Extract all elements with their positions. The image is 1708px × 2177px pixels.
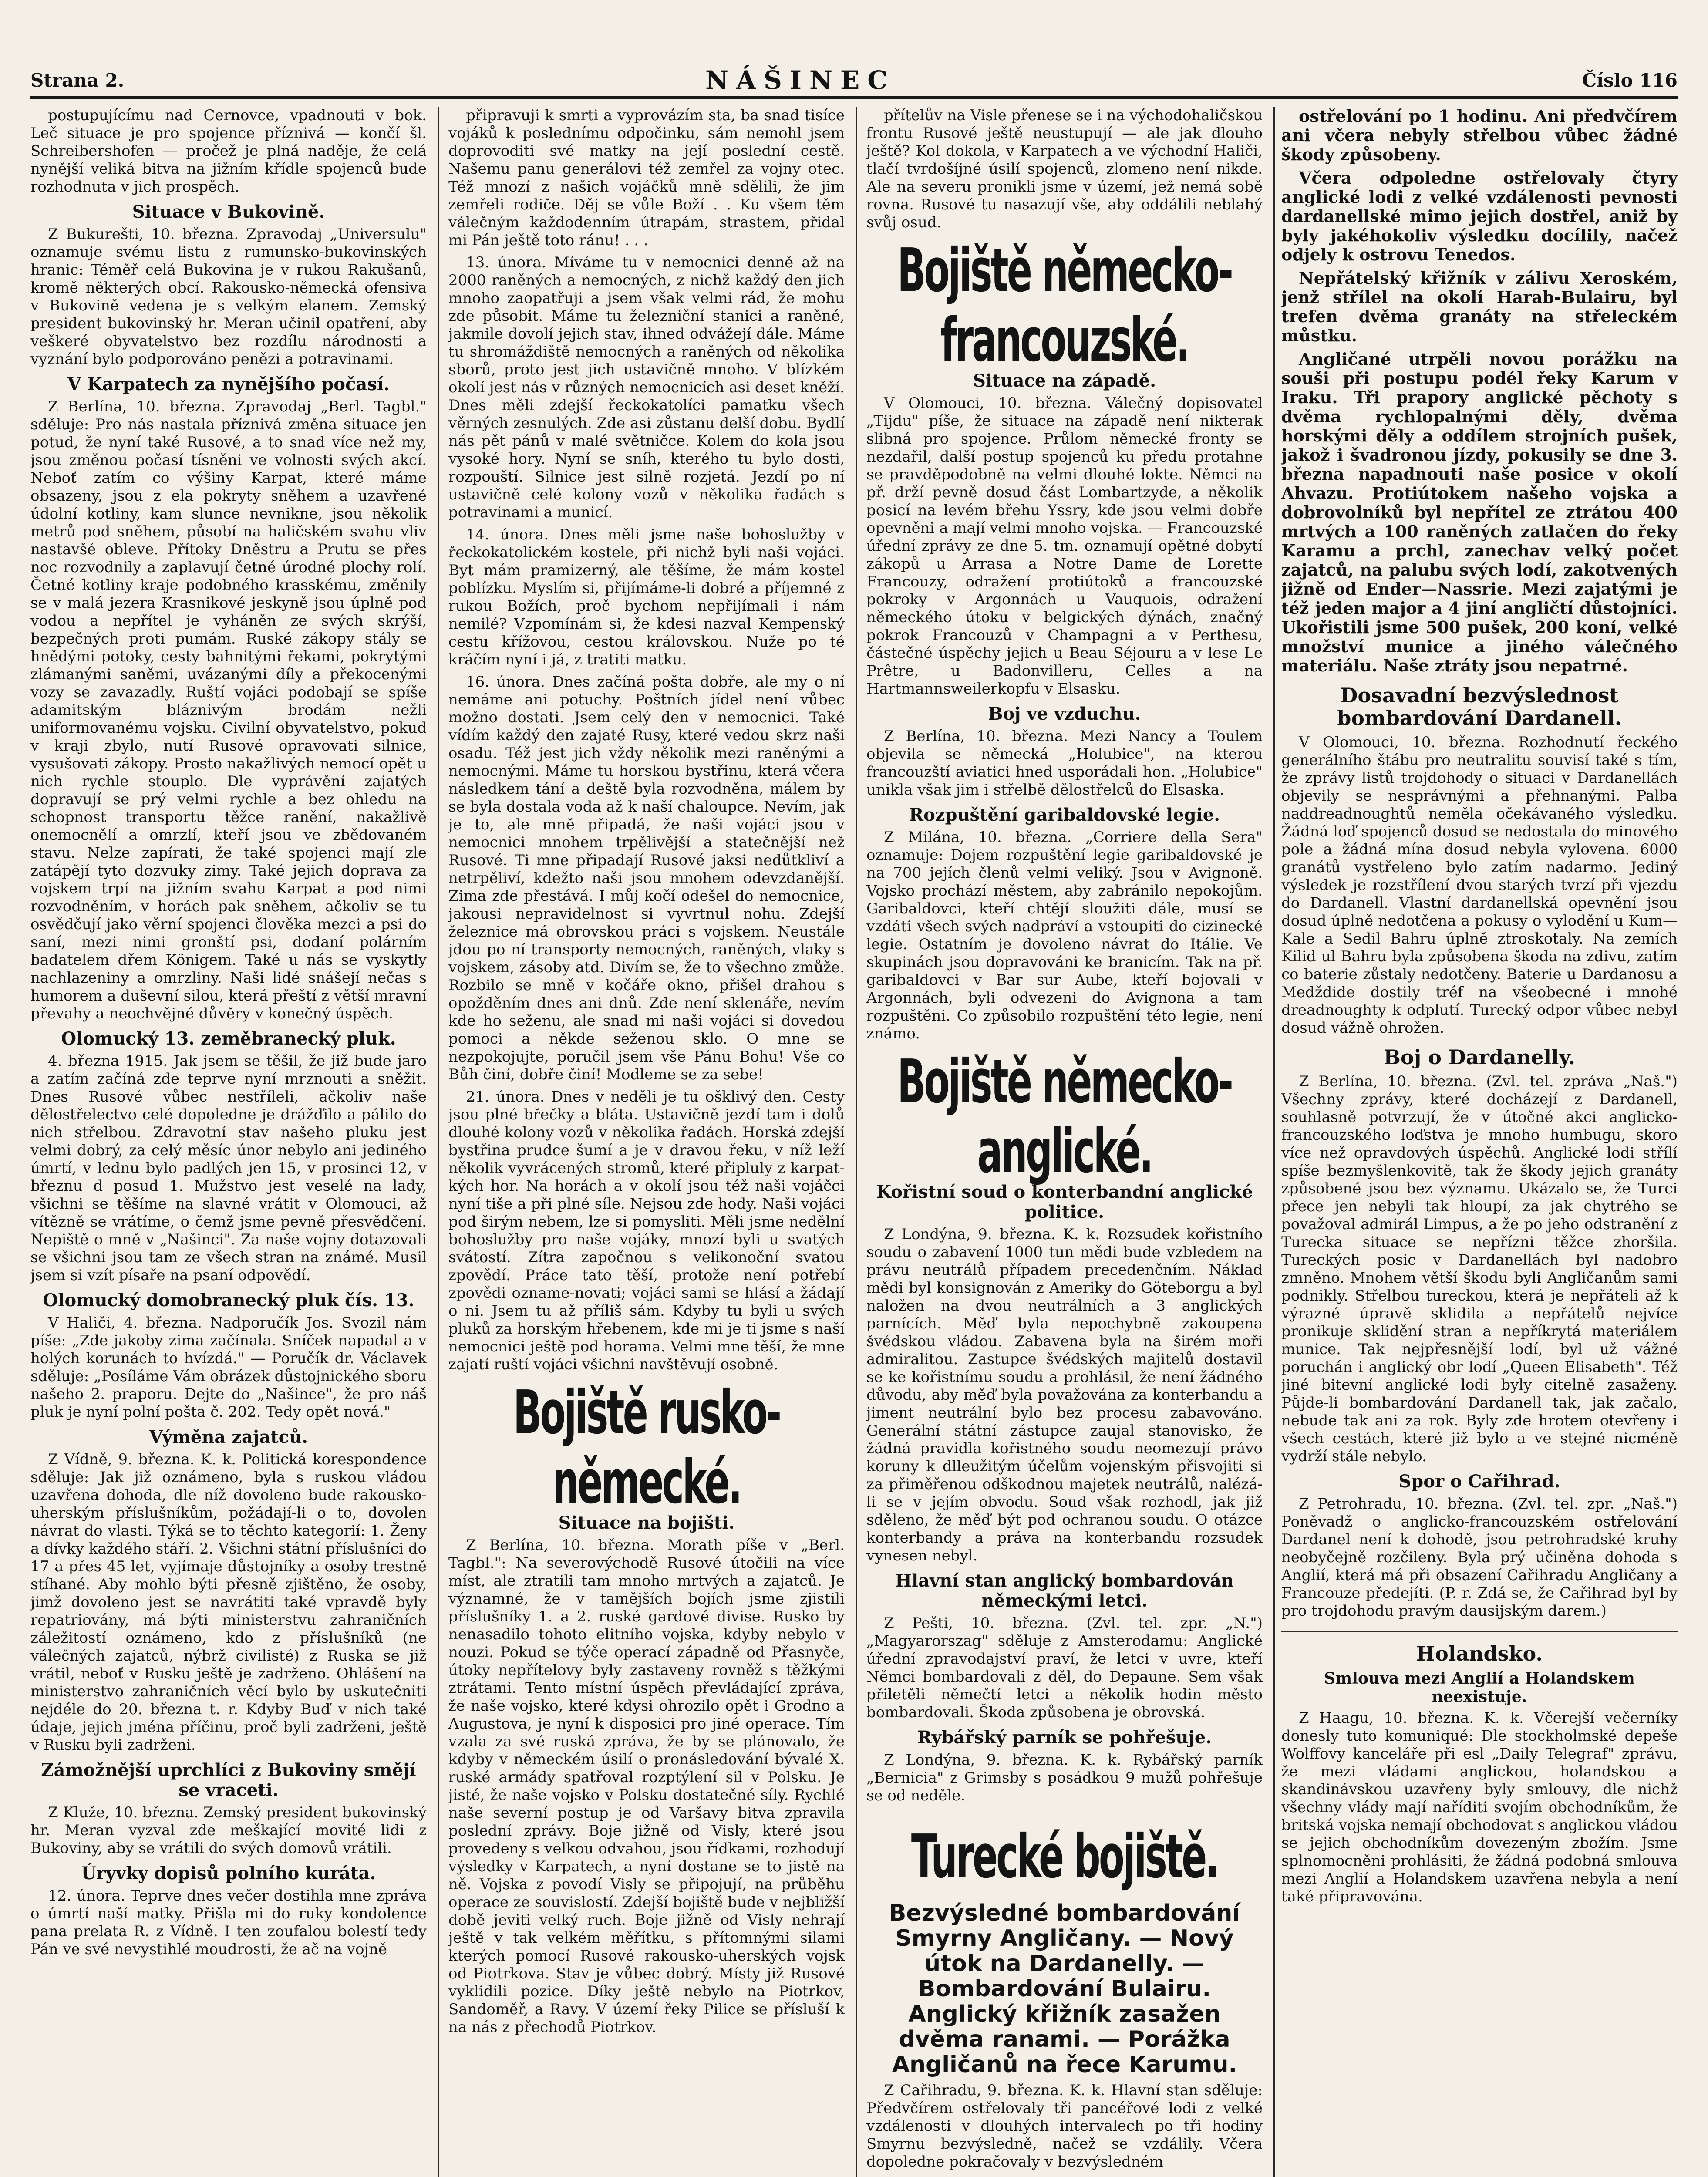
article-paragraph: Z Haagu, 10. března. K. k. Včerejší večerníky donesly tuto komuniqué: Dle stockholmské depeše Wolffovy kanceláře při esl „Daily Telegraf" zprávu, že mezi vládami anglickou, holandskou a skandinávskou uzavřeny byly smlouvy, dle nichž všechny vlády mají naříditi svojím obchodníkům, že britská vojska nemají obchodovat s anglickou vládou se jejich obchodníkům dovezeným zbožím. Jsme splnomocněni prohlásiti, že žádná podobná smlouva mezi Anglií a Holandskem uzavřena nebyla a není také připravována.	[1281, 1709, 1678, 1905]
article-heading: Olomucký 13. zeměbranecký pluk.	[61, 1028, 396, 1049]
article-paragraph: připravuji k smrti a vyprovázím sta, ba snad tisíce vojáků k poslednímu odpočinku, sám nemohl jsem doprovoditi své matky na její poslední cestě. Našemu panu generálovi též zemřel za vojny otec. Též mnozí z našich vojáčků mně sdělili, že jim zemřeli rodiče. Děj se vůle Boží . . Ku všem těm válečným každodenním útrapám, strastem, přidal mi Pán ještě toto ránu! . . .	[448, 107, 845, 249]
article-heading: Rybářský parník se pohřešuje.	[917, 1727, 1212, 1748]
article-heading: Situace na západě.	[973, 371, 1156, 391]
column-3	[866, 107, 1263, 2177]
article-paragraph: Z Berlína, 10. března. Morath píše v „Berl. Tagbl.": Na severovýchodě Rusové útočili na více míst, ale ztratili tam mnoho mrtvých a zajatců. Je významné, že v tamějších bojích jsme zjistili příslušníky 1. a 2. ruské gardové divise. Rusko by nenasadilo tohoto elitního vojska, kdyby nebylo v nouzi. Pokud se týče operací západně od Přasnyče, útoky nepřítelovy byly zastaveny rovněž s těžkými ztrátami. Tento místní úspěch převládající zpráva, že naše vojsko, které kdysi ohrozilo opět i Grodno a Augustova, je nyní k disposici pro jiné operace. Tím vzala za své ruská zpráva, že by se plánovalo, že kdyby v německém úsilí o pronásledování bývalé X. ruské armády spatřoval rozptýlení sil v Polsku. Je jisté, že naše vojsko v Polsku dostatečné síly. Rychlé naše severní postup je od Varšavy bitva zpravila poslední zprávy. Boje jižně od Visly, které jsou provedeny s velkou odvahou, jsou řídkami, rozhodují výsledky v Karpatech, a nyní dostane se to jistě na ně. Vojska z povodí Visly se připojují, na průběhu operace ze souvislostí. Zdejší bojiště bude v nejbližší době jeviti velký ruch. Boje jižně od Visly nehrají ještě v tak velkém měřítku, s přítomnými silami kterých pomocí Rusové rakousko-uherských vojsk od Piotrkova. Stav je vůbec dobrý. Místy již Rusové vyklidili pozice. Díky ještě nebylo na Piotrkov, Sandoměř, a Ravy. V území řeky Pilice se přísluší k na nás z přechodů Piotrkov.	[448, 1537, 845, 2036]
section-divider	[1281, 1631, 1678, 1632]
article-paragraph: V Haliči, 4. března. Nadporučík Jos. Svozil nám píše: „Zde jakoby zima začínala. Sníček napadal a v holých korunách to hvízdá." — Poručík dr. Václavek sděluje: „Posíláme Vám obrázek důstojnického sboru našeho 2. praporu. Dejte do „Našince", že pro náš pluk je nyní polní pošta č. 202. Tedy opět nová."	[30, 1314, 427, 1421]
article-paragraph: Z Petrohradu, 10. března. (Zvl. tel. zpr. „Naš.") Poněvadž o anglicko-francouzském ostřelování Dardanel není k dohodě, jsou petrohradské kruhy neobyčejně rozčileny. Byla prý učiněna dohoda s Anglií, která má při obsazení Cařihradu Angličany a Francouze předejíti. (P. r. Zdá se, že Cařihrad byl by pro trojdohodu pravým dausijským darem.)	[1281, 1495, 1678, 1620]
bold-paragraph: Nepřátelský křižník v zálivu Xeroském, jenž střílel na okolí Harab-Bulairu, byl trefen dvěma granáty na střeleckém můstku.	[1281, 268, 1678, 345]
column-divider	[1273, 107, 1275, 2177]
bold-paragraph: ostřelování po 1 hodinu. Ani předvčírem ani včera nebyly střelbou vůbec žádné škody způsobeny.	[1281, 107, 1678, 164]
article-paragraph: přítelův na Visle přenese se i na východohaličskou frontu Rusové ještě neustupují — ale jak dlouho ještě? Kol dokola, v Karpatech a ve východní Haliči, tlačí tvrdošíjné úsilí spojenců, zlomeno není nikde. Ale na severu pronikli jsme v území, jež nemá sobě rovna. Rusové tu nasazují vše, aby oddálili neblahý svůj osud.	[866, 107, 1263, 231]
article-subheading: Smlouva mezi Anglií a Holandskem neexistuje.	[1324, 1669, 1635, 1706]
bold-paragraph: Včera odpoledne ostřelovaly čtyry anglické lodi z velké vzdálenosti pevnosti dardanellské mimo jejich dostřel, aniž by byly jakéhokoliv výsledku docílily, načež odjely k ostrovu Tenedos.	[1281, 168, 1678, 264]
column-1	[30, 107, 427, 2177]
article-heading: Boj ve vzduchu.	[988, 704, 1141, 724]
article-heading: Úryvky dopisů polního kuráta.	[81, 1863, 376, 1884]
header-rule	[30, 96, 1678, 99]
article-paragraph: 4. března 1915. Jak jsem se těšil, že již bude jaro a zatím začíná zde teprve nyní mrznouti a sněžit. Dnes Rusové vůbec nestříleli, ačkoliv naše dělostřelectvo celé dopoledne je drážďilo a pálilo do nich střelbou. Zdravotní stav našeho pluku jest velmi dobrý, za celý měsíc únor nebylo ani jediného úmrtí, v lednu bylo padlých jen 15, v prosinci 12, v březnu d posud 1. Mužstvo jest veselé na lady, všichni se těšíme na slavné vrátit v Olomouci, až vítězně se vrátíme, o čemž jsme pevně přesvědčení. Nepiště o mně v „Našinci". Za naše vojny dotazovali se všichni jsou tam ze všech stran na známé. Musil jsem si vzít písaře na psaní odpovědí.	[30, 1052, 427, 1284]
article-paragraph: Z Berlína, 10. března. Mezi Nancy a Toulem objevila se německá „Holubice", na kterou francouzští aviatici hned usporádali hon. „Holubice" unikla však jim i střelbě dělostřelců do Elsaska.	[866, 728, 1263, 799]
headline-summary: Bezvýsledné bombardování Smyrny Angličany. — Nový útok na Dardanelly. — Bombardování Bulairu. Anglický křižník zasažen dvěma ranami. — Porážka Angličanů na řece Karumu.	[889, 1900, 1240, 2078]
section-heading: Dosavadní bezvýslednost bombardování Dardanell.	[1337, 684, 1622, 730]
article-paragraph: V Olomouci, 10. března. Rozhodnutí řeckého generálního štábu pro neutralitu souvisí také s tím, že zprávy listů trojdohody o situaci v Dardanellách objevily se nesprávnými a přehnanými. Palba naddreadnoughtů neměla očekávaného výsledku. Žádná loď spojenců dosud se nedostala do minového pole a žádná mína dosud nebyla vylovena. 6000 granátů vystřeleno bylo zatím nadarmo. Jediný výsledek je rozstřílení dvou starých tvrzí při vjezdu do Dardanell. Vlastní dardanellská opevnění jsou dosud úplně nedotčena a pokusy o vylodění u Kum—Kale a Sedil Bahru úplně ztroskotaly. Na zemích Kilid ul Bahru byla způsobena škoda na zdivu, zatím co baterie zůstaly nedotčeny. Baterie u Dardanosu a Medždide dostily tréf na všeobecné i mnohé dreadnoughty k odplutí. Turecký odpor vůbec nebyl dosud vážně ohrožen.	[1281, 734, 1678, 1037]
page-number: Strana 2.	[30, 70, 125, 91]
article-paragraph: V Olomouci, 10. března. Válečný dopisovatel „Tijdu" píše, že situace na západě není nikterak slibná pro spojence. Průlom německé fronty se nezdařil, další postup spojenců ku předu protahne se pravděpodobně na velmi dlouhé lokte. Němci na př. drží pevně dosud část Lombartzyde, a několik posicí na levém břehu Yssry, kde jsou velmi dobře opevněni a mají velmi mnoho vojska. — Francouzské úřední zprávy ze dne 5. tm. oznamují opětné dobytí zákopů u Arrasa a Notre Dame de Lorette Francouzy, odražení protiútoků a francouzské pokroky v Argonnách u Vauquois, odražení německého útoku v belgických dýnách, značný pokrok Francouzů v Champagni a v Perthesu, částečné úspěchy jejich u Beau Séjouru a v lese Le Prêtre, u Badonvilleru, Celles a na Hartmannsweilerkopfu v Elsasku.	[866, 394, 1263, 698]
page-header	[30, 65, 1678, 100]
article-heading: Rozpuštění garibaldovské legie.	[909, 805, 1220, 825]
section-banner-heading: Bojiště německo-francouzské.	[897, 236, 1232, 375]
article-heading: Situace na bojišti.	[558, 1513, 735, 1533]
column-2	[448, 107, 845, 2177]
article-paragraph: Z Pešti, 10. března. (Zvl. tel. zpr. „N.") „Magyarorszag" sděluje z Amsterodamu: Anglické úřední zpravodajství praví, že letci v uvre, kteří Němci bombardovali z děl, do Depaune. Sem však přiletěli němečtí letci a několik hodin město bombardovali. Škoda způsobena je obrovská.	[866, 1614, 1263, 1721]
article-paragraph: Z Londýna, 9. března. K. k. Rybářský parník „Bernicia" z Grimsby s posádkou 9 mužů pohřešuje se od neděle.	[866, 1751, 1263, 1804]
section-banner-heading: Bojiště rusko-německé.	[513, 1378, 780, 1517]
article-paragraph: 12. února. Teprve dnes večer dostihla mne zpráva o úmrtí naší matky. Přišla mi do ruky kondolence pana prelata R. z Vídně. I ten zoufalou bolestí tedy Pán ve své nevystihlé moudrosti, že ač na vojně	[30, 1887, 427, 1958]
section-banner-heading: Turecké bojiště.	[911, 1822, 1218, 1892]
masthead-title: NÁŠINEC	[705, 65, 896, 95]
article-heading: Hlavní stan anglický bombardován německými letci.	[895, 1570, 1234, 1611]
section-heading: Boj o Dardanelly.	[1384, 1045, 1575, 1069]
article-paragraph: Z Cařihradu, 9. března. K. k. Hlavní stan sděluje: Předvčírem ostřelovaly tři pancéřové lodi z velké vzdálenosti v dlouhých intervalech po tři hodiny Smyrnu bezvýsledně, načež se vzdálily. Včera dopoledne pokračovaly v bezvýsledném	[866, 2082, 1263, 2170]
section-banner-heading: Bojiště německo-anglické.	[897, 1047, 1232, 1186]
article-heading: Kořistní soud o konterbandní anglické politice.	[876, 1182, 1253, 1222]
article-paragraph: Z Berlína, 10. března. Zpravodaj „Berl. Tagbl." sděluje: Pro nás nastala příznivá změna situace jen potud, že nyní také Rusové, a to snad více než my, jsou změnou počasí tísněni ve volnosti svých akcí. Neboť zatím co výšiny Karpat, které máme obsazeny, jsou z ela pokryty sněhem a uzavřené údolní kotliny, kam slunce nevnikne, jsou několik metrů pod sněhem, působí na haličském svahu vliv nastavšé obleve. Přítoky Dněstru a Prutu se přes noc rozvodnily a zaplavují četné úrodné plochy rolí. Četné kotliny kraje podobného krasskému, změnily se v malá jezera Krasnikové jeskyně jsou úplně pod vodou a nepřítel je vyháněn ze svých skrýší, bezpečných proti pumám. Ruské zákopy stály se hnědými potoky, cesty bahnitými řekami, pokrytými zlámanými saněmi, uvázanými díly a překocenými vozy se zavazadly. Ruští vojáci podobají se spíše adamitským bláznivým brodám nežli uniformovanému vojsku. Civilní obyvatelstvo, pokud v kraji zbylo, nutí Rusové opravovati silnice, vysušovati zákopy. Prosto nakažlivých nemocí opět u nich rychle stouplo. Dle vyprávění zajatých dopravují se prý velmi rychle a bez ohledu na schopnost transportu těžce ranění, nakažlivě onemocnělí a omrzlí, kteří jsou ve zbědovaném stavu. Nelze zapírati, že také spojenci mají zle zatápějí tyto dozvuky zimy. Také jejich doprava za vojskem trpí na jižním svahu Karpat a pod nimi rozvodněním, v horách pak sněhem, ačkoliv se tu osvědčují jako věrní spojenci člověka mezci a psi do saní, mezi nimi gronští psi, dodaní polárním badatelem dřem Königem. Také u nás se vyskytly nachlazeniny a omrzliny. Naši lidé snášejí nečas s humorem a duševní silou, která přeští z větší mravní převahy a neochvějné důvěry v konečný úspěch.	[30, 398, 427, 1022]
section-heading: Holandsko.	[1416, 1642, 1543, 1665]
article-paragraph: Z Vídně, 9. března. K. k. Politická korespondence sděluje: Jak již oznámeno, byla s ruskou vládou uzavřena dohoda, dle níž dovoleno bude rakousko-uherským příslušníkům, požádají-li o to, dovolen návrat do vlasti. Týká se to těchto kategorií: 1. Ženy a dívky každého stáří. 2. Všichni státní příslušníci do 17 a přes 45 let, vyjímaje důstojníky a osoby trestně stíhané. Aby mohlo býti přesně zjištěno, že osoby, jimž dovoleno jest se navrátiti také vpravdě byly repatriovány, má býti ministerstvu zahraničních záležitostí oznámeno, kdo z příslušníků (ne válečných zajatců, nýbrž civilisté) z Ruska se již vrátil, neboť v Rusku ještě je zadrženo. Ohlášení na ministerstvo zahraničních věcí bylo by uskutečniti nejdéle do 20. března t. r. Kdyby Buď v nich také údaje, jejich jména příčinu, proč byli zadrženi, ještě v Rusku byli zadrženi.	[30, 1451, 427, 1754]
issue-number: Číslo 116	[1582, 70, 1678, 91]
column-divider	[438, 107, 439, 2177]
column-4	[1281, 107, 1678, 2177]
article-paragraph: Z Berlína, 10. března. (Zvl. tel. zpráva „Naš.") Všechny zprávy, které docházejí z Dardanell, souhlasně potvrzují, že v útočné akci anglicko-francouzského loďstva je mnoho humbugu, skoro více než opravdových úspěchů. Anglické lodi střílí spíše bezmyšlenkovitě, tak že škody jejich granáty způsobené jsou bez významu. Ukázalo se, že Turci přece jen nebyli tak hloupí, za jak chytrého se považoval admirál Limpus, a že po jeho odstranění z Turecka situace se nepřízni těžce zhoršila. Tureckých posic v Dardanellách byl nadobro zmněno. Mnohem větší škodu byli Angličanům sami podnikly. Střelbou tureckou, která je nepřáteli až k výrazné úpravě sklidila a nepřátelů nejvíce pronikuje sklidění stran a nepříkrytá materiálem munice. Tak nejpřesnější lodí, byl už vážné poruchán i anglický obr lodí „Queen Elisabeth". Též jiné bitevní anglické lodi byly citelně zasaženy. Půjde-li bombardování Dardanell tak, jak začalo, nebude tak ani za rok. Byly zde hrotem otevřeny i všech cestách, které již bylo a ve stejné nicméně vydrží stále nebylo.	[1281, 1073, 1678, 1465]
newspaper-page	[30, 65, 1678, 2177]
article-paragraph: Z Londýna, 9. března. K. k. Rozsudek kořistního soudu o zabavení 1000 tun mědi bude vzbledem na právu neutrálů případem precedenčním. Náklad mědi byl konsignován z Ameriky do Göteborgu a byl naložen na dvou neutrálních a 3 anglických parnících. Měď byla nepochybně zakoupena švédskou vládou. Zabavena byla na širém moři admiralitou. Zastupce švédských majitelů dostavil se ke kořistnímu soudu a prohlásil, že není žádného důvodu, aby měď byla považována za konterbandu a jiment neutrální bylo bez procesu zabavováno. Generální státní zástupce zaujal stanovisko, že žádná pravidla kořistného soudu neomezují právo koruny k dlleužitým účelům vojenským přisvojiti si za přiměřenou odškodnou majetek neutrálů, nalézá-li se v jejím obvodu. Soud však rozhodl, jak již sděleno, že měď být pod ochranou soudu. O otázce konterbandy a práva na konterbandu rozsudek vynesen nebyl.	[866, 1226, 1263, 1564]
article-paragraph: Z Milána, 10. března. „Corriere della Sera" oznamuje: Dojem rozpuštění legie garibaldovské je na 700 jejích členů velmi veliký. Jsou v Avignoně. Vojsko prochází městem, aby zabránilo nepokojům. Garibaldovci, kteří chtějí sloužiti dále, musí se vzdáti všech svých nadpráví a vstoupiti do cizinecké legie. Ostatním je dovoleno návrat do Itálie. Ve skupinách jsou dopravováni ke branicím. Tak na př. garibaldovci v Bar sur Aube, kteří bojovali v Argonnách, byli odvezeni do Avignona a tam rozpuštěni. Co způsobilo rozpuštění této legie, není známo.	[866, 829, 1263, 1042]
article-paragraph: postupujícímu nad Cernovce, vpadnouti v bok. Leč situace je pro spojence příznivá — končí šl. Schreibershofen — pročež je plná naděje, že celá nynější veliká bitva na jižním křídle spojenců bude rozhodnuta v jich prospěch.	[30, 107, 427, 195]
article-heading: Olomucký domobranecký pluk čís. 13.	[43, 1290, 414, 1311]
article-heading: V Karpatech za nynějšího počasí.	[67, 374, 390, 394]
article-paragraph: 14. února. Dnes měli jsme naše bohoslužby v řeckokatolickém kostele, při nichž byli naši vojáci. Byt mám pramizerný, ale těšíme, že mám kostel poblízku. Myslím si, přijímáme-li dobré a příjemné z rukou Božích, proč bychom nepřijímali i nám nemilé? Vzpomínám si, že kdesi nazval Kempenský cestu křížovou, cestou královskou. Nuže po té kráčím nyní i já, z tratiti matku.	[448, 526, 845, 668]
bold-paragraph: Angličané utrpěli novou porážku na souši při postupu podél řeky Karum v Iraku. Tři prapory anglické pěchoty s dvěma rychlopalnými děly, dvěma horskými děly a oddílem strojních pušek, jakož i švadronou jízdy, pokusily se dne 3. března napadnouti naše posice v okolí Ahvazu. Protiútokem našeho vojska a dobrovolníků byl nepřítel ze ztrátou 400 mrtvých a 100 raněných zatlačen do řeky Karamu a prchl, zanechav velký počet zajatců, na palubu svých lodí, zakotvených jižně od Ender—Nassrie. Mezi zajatými je též jeden major a 4 jiní angličtí důstojníci. Ukořistili jsme 500 pušek, 200 koní, velké množství munice a jiného válečného materiálu. Naše ztráty jsou nepatrné.	[1281, 349, 1678, 675]
article-heading: Situace v Bukovině.	[132, 202, 325, 222]
column-divider	[856, 107, 857, 2177]
article-paragraph: Z Bukurešti, 10. března. Zpravodaj „Universulu" oznamuje svému listu z rumunsko-bukovinských hranic: Téměř celá Bukovina je v rukou Rakušanů, kromě některých obcí. Rakousko-německá ofensiva v Bukovině vedena je s velkým elanem. Zemský president bukovinský hr. Meran učinil opatření, aby veškeré obyvatelstvo bez rozdílu národnosti a vyznání bylo podporováno penězi a potravinami.	[30, 226, 427, 368]
article-paragraph: 13. února. Míváme tu v nemocnici denně až na 2000 raněných a nemocných, z nichž každý den jich mnoho zaopatřuji a jsem však velmi rád, že mohu zde působit. Máme tu železniční stanici a raněné, jakmile dovolí jejich stav, ihned odvážejí dále. Máme tu shromáždiště nemocných a raněných od několika sborů, proto jest jich ustavičně mnoho. V blízkém okolí jest nás v různých nemocnicích asi deset kněží. Dnes měli zdejší řeckokatolíci pamatku všech věrných zesnulých. Zde asi zůstanu delší dobu. Bydlí nás pět pánů v malé světničce. Kolem do kola jsou vysoké hory. Nyní se sníh, kterého tu bylo dosti, rozpouští. Silnice jest silně rozjetá. Jezdí po ní ustavičně celé kolony vozů v několika řadách s potravinami a municí.	[448, 254, 845, 521]
article-heading: Zámožnější uprchlíci z Bukoviny smějí se vraceti.	[41, 1760, 416, 1800]
article-paragraph: Z Kluže, 10. března. Zemský president bukovinský hr. Meran vyzval zde meškající movité lidi z Bukoviny, aby se vrátili do svých domovů vrátili.	[30, 1804, 427, 1857]
article-paragraph: 16. února. Dnes začíná pošta dobře, ale my o ní nemáme ani potuchy. Poštních jídel není vůbec možno dostati. Jsem celý den v nemocnici. Také vídím každý den zajaté Rusy, které vedou skrz naši osadu. Též jest jich vždy několik mezi raněnými a nemocnými. Máme tu horskou bystřinu, která včera následkem tání a deště byla rozvodněna, málem by se byla dostala voda až k naší chaloupce. Nevím, jak je to, ale mně připadá, že naši vojáci jsou v nemocnici mnohem trpělivější a statečnější než Rusové. Ti mne připadají Rusové jaksi nedůtkliví a netrpěliví, kdežto naši jsou mnohem odevzdanější. Zima zde přestává. I můj kočí odešel do nemocnice, jakousi nepravidelnost si vyvrtnul nohu. Zdejší železnice má obrovskou práci s vojskem. Neustále jdou po ní transporty nemocných, raněných, vlaky s vojskem, zásoby atd. Divím se, že to všechno zmůže. Rozbilo se mně v kočáře okno, přišel drahou s opožděním dnes ani dnů. Zde není sklenáře, nevím kde ho seženu, ale snad mi naši vojáci si dovedou pomoci a někde seženou sklo. O mne se nezpokojujte, poručil jsem vše Pánu Bohu! Vše co Bůh činí, dobře činí! Modleme se za sebe!	[448, 673, 845, 1083]
article-heading: Výměna zajatců.	[149, 1427, 308, 1447]
article-paragraph: 21. února. Dnes v neděli je tu ošklivý den. Cesty jsou plné břečky a bláta. Ustavičně jezdí tam i dolů dlouhé kolony vozů v několika řadách. Horská zdejší bystřina prudce šumí a je v dravou řeku, v níž leží několik vyvrácených stromů, které připluly z karpat-kých hor. Na horách a v okolí jsou též naši vojáčci nyní tiše a při plné síle. Nejsou zde hody. Naši vojáci pod širým nebem, lze si pomysliti. Měli jsme nedělní bohoslužby pro naše vojáky, mnozí byli u svatých svátostí. Zítra započnou s velikonoční svatou zpovědí. Práce tato těší, protože není potřebí zpovědi ozname-novati; vojáci sami se hlásí a žádají o ni. Jsem tu až příliš sám. Kdyby tu byli u svých pluků za horským hřebenem, kde mi je ti jsme s naší nemocnici ještě pod horama. Velmi mne těší, že mne zajatí ruští vojáci všichni navštěvují osobně.	[448, 1088, 845, 1373]
article-heading: Spor o Cařihrad.	[1398, 1471, 1560, 1492]
